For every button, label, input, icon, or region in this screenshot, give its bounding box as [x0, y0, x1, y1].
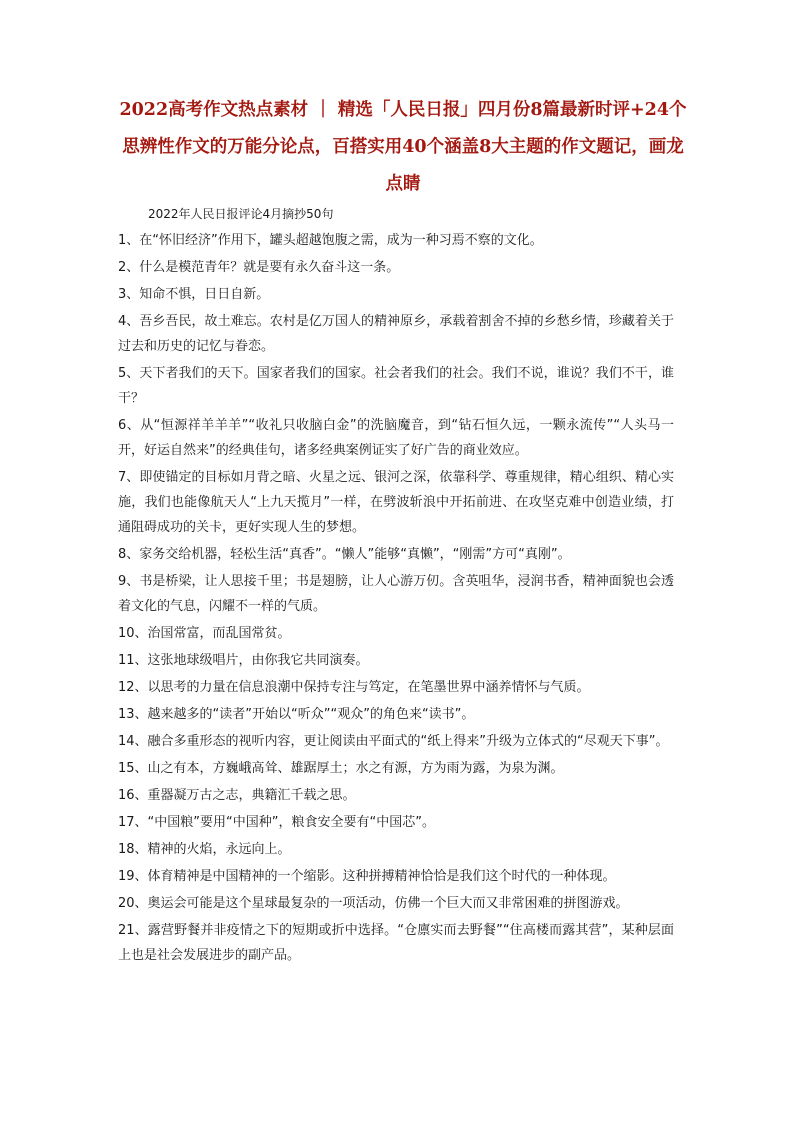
list-item: 6、从“恒源祥羊羊羊”“收礼只收脑白金”的洗脑魔音，到“钻石恒久远，一颗永流传”“人头马一开，好运自然来”的经典佳句，诸多经典案例证实了好广告的商业效应。 [118, 418, 674, 458]
list-item: 16、重器凝万古之志，典籍汇千载之思。 [118, 788, 356, 803]
list-item: 18、精神的火焰，永远向上。 [118, 842, 291, 857]
list-item: 1、在“怀旧经济”作用下，罐头超越饱腹之需，成为一种习焉不察的文化。 [118, 233, 543, 248]
list-item: 3、知命不惧，日日自新。 [118, 287, 270, 302]
list-item: 12、以思考的力量在信息浪潮中保持专注与笃定，在笔墨世界中涵养情怀与气质。 [118, 680, 590, 695]
quote-list [118, 228, 674, 970]
list-item: 15、山之有本，方巍峨高耸、雄踞厚土；水之有源，方为雨为露，为泉为渊。 [118, 761, 564, 776]
list-item: 5、天下者我们的天下。国家者我们的国家。社会者我们的社会。我们不说，谁说？我们不干，谁干？ [118, 366, 674, 406]
list-item: 8、家务交给机器，轻松生活“真香”。“懒人”能够“真懒”，“刚需”方可“真刚”。 [118, 547, 571, 562]
list-item: 10、治国常富，而乱国常贫。 [118, 626, 291, 641]
list-item: 14、融合多重形态的视听内容，更让阅读由平面式的“纸上得来”升级为立体式的“尽观天下事”。 [118, 734, 669, 749]
list-item: 19、体育精神是中国精神的一个缩影。这种拼搏精神恰恰是我们这个时代的一种体现。 [118, 869, 616, 884]
document-title: 2022高考作文热点素材 ｜ 精选「人民日报」四月份8篇最新时评+24个思辨性作文的万能分论点，百搭实用40个涵盖8大主题的作文题记，画龙点睛 [119, 100, 687, 194]
list-item: 9、书是桥梁，让人思接千里；书是翅膀，让人心游万仞。含英咀华，浸润书香，精神面貌也会透着文化的气息，闪耀不一样的气质。 [118, 574, 674, 614]
list-item: 20、奥运会可能是这个星球最复杂的一项活动，仿佛一个巨大而又非常困难的拼图游戏。 [118, 896, 629, 911]
document-subtitle: 2022年人民日报评论4月摘抄50句 [148, 207, 334, 221]
list-item: 2、什么是模范青年？就是要有永久奋斗这一条。 [118, 260, 400, 275]
list-item: 7、即使锚定的目标如月背之暗、火星之远、银河之深，依靠科学、尊重规律，精心组织、精心实施，我们也能像航天人“上九天揽月”一样，在劈波斩浪中开拓前进、在攻坚克难中创造业绩，打通阻碍成功的关卡，更好实现人生的梦想。 [118, 470, 674, 535]
list-item: 11、这张地球级唱片，由你我它共同演奏。 [118, 653, 369, 668]
list-item: 13、越来越多的“读者”开始以“听众”“观众”的角色来“读书”。 [118, 707, 475, 722]
list-item: 21、露营野餐并非疫情之下的短期或折中选择。“仓廪实而去野餐”“住高楼而露其营”，某种层面上也是社会发展进步的副产品。 [118, 923, 674, 963]
list-item: 4、吾乡吾民，故土难忘。农村是亿万国人的精神原乡，承载着割舍不掉的乡愁乡情，珍藏着关于过去和历史的记忆与眷恋。 [118, 314, 674, 354]
list-item: 17、“中国粮”要用“中国种”，粮食安全要有“中国芯”。 [118, 815, 435, 830]
